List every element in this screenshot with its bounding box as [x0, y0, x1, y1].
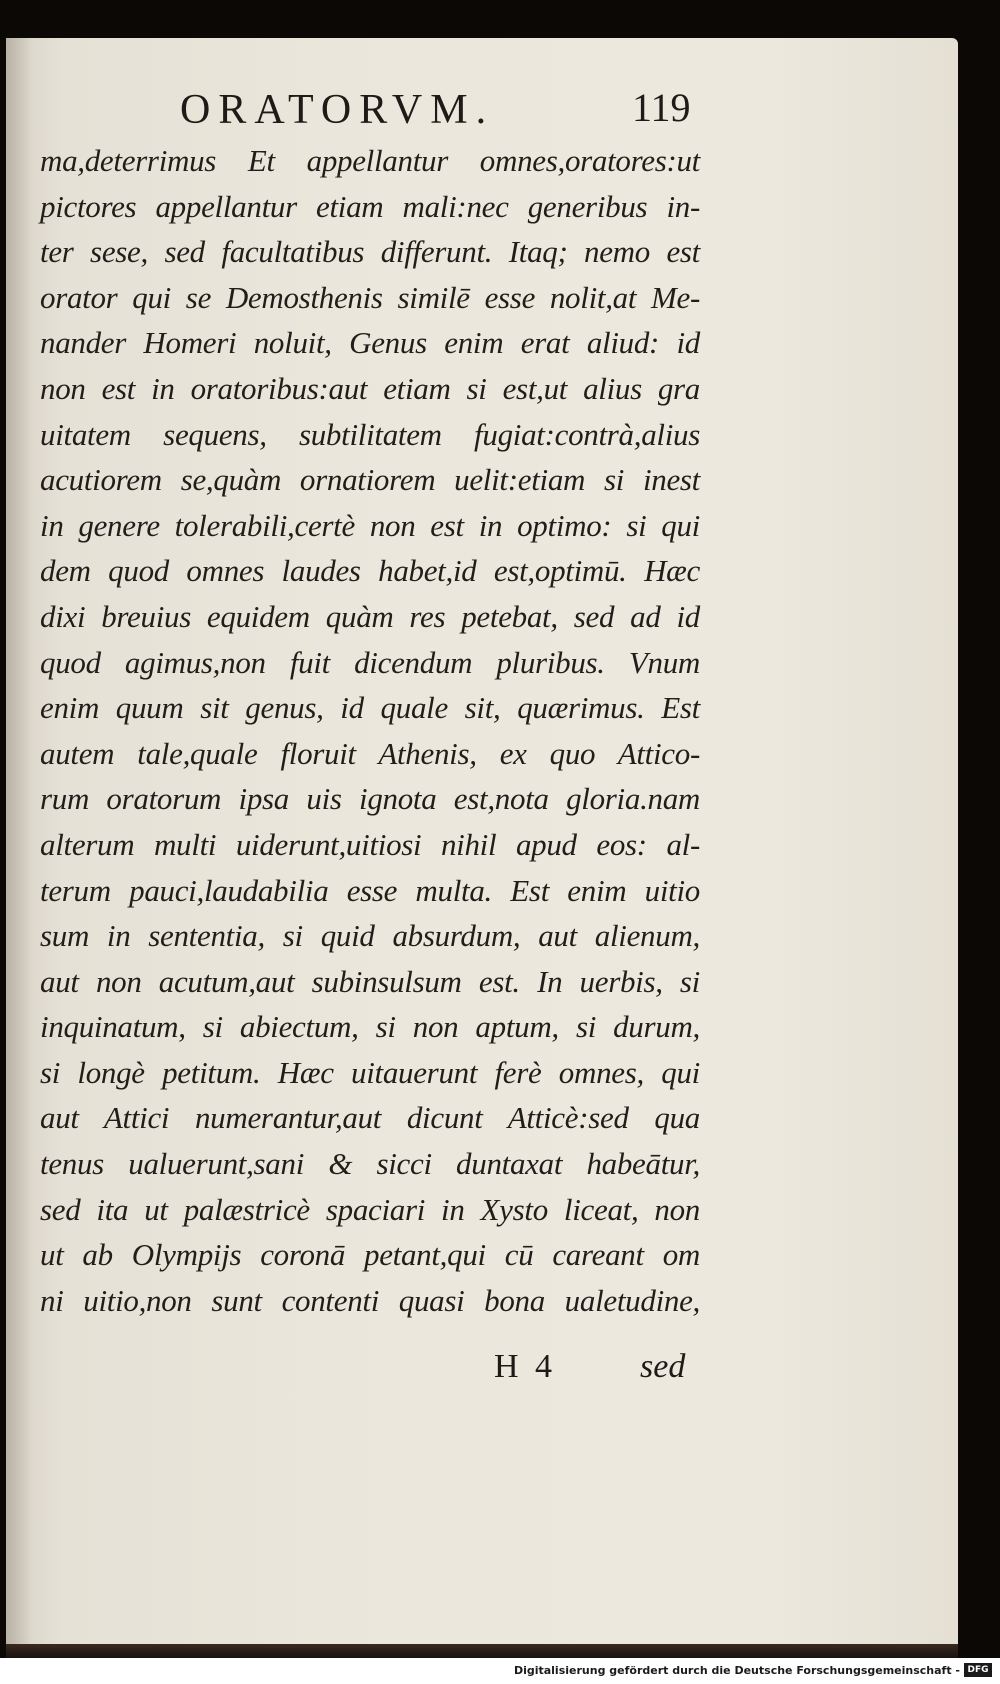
text-line: aut Attici numerantur,aut dicunt Atticè:sed qua	[40, 1100, 700, 1136]
text-line: dem quod omnes laudes habet,id est,optimū. Hæc	[40, 553, 700, 589]
text-line: non est in oratoribus:aut etiam si est,ut alius gra	[40, 370, 700, 406]
text-line: nander Homeri noluit, Genus enim erat aliud: id	[40, 325, 700, 361]
text-line: aut non acutum,aut subinsulsum est. In uerbis, si	[40, 963, 700, 999]
text-line: inquinatum, si abiectum, si non aptum, si durum,	[40, 1009, 700, 1045]
text-line: in genere tolerabili,certè non est in optimo: si qui	[40, 507, 700, 543]
text-line: si longè petitum. Hæc uitauerunt ferè omnes, qui	[40, 1054, 700, 1090]
text-line: ter sese, sed facultatibus differunt. Itaq; nemo est	[40, 234, 700, 270]
text-line: rum oratorum ipsa uis ignota est,nota gloria.nam	[40, 781, 700, 817]
text-line: tenus ualuerunt,sani & sicci duntaxat habeātur,	[40, 1146, 700, 1182]
text-line: quod agimus,non fuit dicendum pluribus. Vnum	[40, 644, 700, 680]
page-bottom-edge	[6, 1644, 958, 1658]
text-line: ni uitio,non sunt contenti quasi bona ualetudine,	[40, 1282, 700, 1318]
body-text	[40, 138, 700, 1323]
text-line: autem tale,quale floruit Athenis, ex quo Attico-	[40, 735, 700, 771]
text-line: ut ab Olympijs coronā petant,qui cū careant om	[40, 1237, 700, 1273]
catchword: sed	[640, 1348, 686, 1385]
text-line: sed ita ut palæstricè spaciari in Xysto liceat, non	[40, 1191, 700, 1227]
text-line: alterum multi uiderunt,uitiosi nihil apud eos: al-	[40, 826, 700, 862]
text-line: terum pauci,laudabilia esse multa. Est enim uitio	[40, 872, 700, 908]
text-line: pictores appellantur etiam mali:nec generibus in-	[40, 188, 700, 224]
digitization-credit: Digitalisierung gefördert durch die Deutsche Forschungsgemeinschaft -	[513, 1664, 960, 1677]
text-line: ma,deterrimus Et appellantur omnes,oratores:ut	[40, 143, 700, 178]
text-line: uitatem sequens, subtilitatem fugiat:contrà,alius	[40, 416, 700, 452]
text-line: sum in sententia, si quid absurdum, aut alienum,	[40, 918, 700, 954]
text-line: dixi breuius equidem quàm res petebat, sed ad id	[40, 598, 700, 634]
dfg-logo: DFG	[964, 1663, 992, 1677]
text-line: enim quum sit genus, id quale sit, quærimus. Est	[40, 690, 700, 726]
signature-mark: H 4	[494, 1348, 557, 1385]
page-number: 119	[632, 85, 691, 130]
text-line: orator qui se Demosthenis similē esse nolit,at Me-	[40, 279, 700, 315]
text-line: acutiorem se,quàm ornatiorem uelit:etiam si inest	[40, 462, 700, 498]
running-head: ORATORVM.	[180, 87, 495, 133]
